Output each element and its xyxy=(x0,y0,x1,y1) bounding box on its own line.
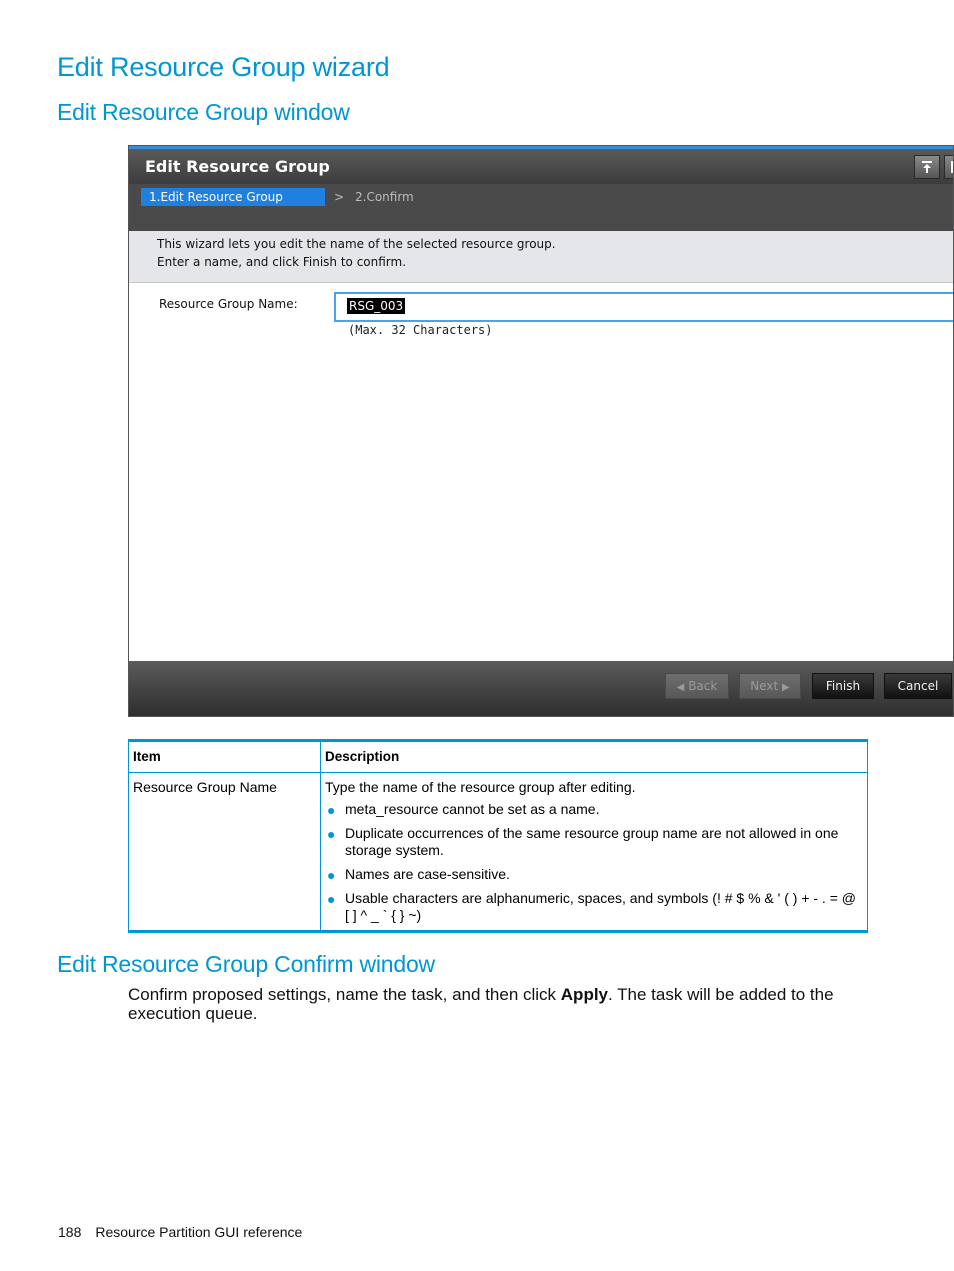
instruction-line-1: This wizard lets you edit the name of the selected resource group. xyxy=(157,237,556,251)
list-item xyxy=(325,866,863,883)
page-title: Edit Resource Group wizard xyxy=(57,52,390,82)
wizard-instructions xyxy=(129,231,953,283)
confirm-paragraph xyxy=(128,985,858,1023)
page-number: 188 xyxy=(58,1224,82,1240)
back-button[interactable] xyxy=(665,673,729,699)
bullet-icon: ● xyxy=(327,826,336,842)
dialog-titlebar xyxy=(129,146,953,184)
table-header-item: Item xyxy=(129,741,321,773)
list-item xyxy=(325,890,863,924)
confirm-text-after: . The task will be added to the execution queue. xyxy=(128,985,834,1023)
bullet-icon: ● xyxy=(327,867,336,883)
dialog-title: Edit Resource Group xyxy=(145,157,330,176)
section-heading-window: Edit Resource Group window xyxy=(57,99,350,125)
resource-group-name-label: Resource Group Name: xyxy=(159,297,298,311)
description-text: Type the name of the resource group after editing. xyxy=(325,779,636,795)
bullet-text: Names are case-sensitive. xyxy=(345,866,510,882)
bullet-text: meta_resource cannot be set as a name. xyxy=(345,801,600,817)
instruction-line-2: Enter a name, and click Finish to confirm. xyxy=(157,255,407,269)
finish-button[interactable]: Finish xyxy=(812,673,874,699)
bullet-text: Duplicate occurrences of the same resource group name are not allowed in one storage system. xyxy=(345,825,839,858)
chevron-left-icon: ◀ xyxy=(676,682,685,693)
window-icon[interactable] xyxy=(944,155,954,179)
table-cell-description xyxy=(321,773,868,932)
dialog-footer xyxy=(129,661,953,716)
table-row xyxy=(129,773,868,932)
cancel-button[interactable]: Cancel xyxy=(884,673,952,699)
bullet-icon: ● xyxy=(327,891,336,907)
apply-keyword: Apply xyxy=(560,985,609,1004)
section-heading-confirm: Edit Resource Group Confirm window xyxy=(57,951,435,977)
table-cell-item: Resource Group Name xyxy=(129,773,321,932)
bullet-text: Usable characters are alphanumeric, spaces, and symbols (! # $ % & ' ( ) + - . = @ [ ] ^ _ ` { } ~) xyxy=(345,890,856,923)
pin-icon[interactable] xyxy=(914,155,940,179)
item-description-table xyxy=(128,739,868,933)
page-footer xyxy=(58,1224,302,1240)
bullet-icon: ● xyxy=(327,802,336,818)
table-header-row xyxy=(129,741,868,773)
list-item xyxy=(325,825,863,859)
table-header-description: Description xyxy=(321,741,868,773)
chevron-right-icon: ▶ xyxy=(782,682,790,693)
step-confirm: 2.Confirm xyxy=(355,190,414,204)
resource-group-name-input[interactable] xyxy=(334,292,954,322)
next-button-label: Next xyxy=(750,679,779,693)
edit-resource-group-dialog-screenshot xyxy=(128,145,954,717)
footer-section-title: Resource Partition GUI reference xyxy=(95,1224,303,1240)
resource-group-name-value: RSG_003 xyxy=(349,299,404,313)
back-button-label: Back xyxy=(688,679,718,693)
step-edit-resource-group: 1.Edit Resource Group xyxy=(141,188,325,206)
wizard-steps xyxy=(129,184,953,231)
step-separator: > xyxy=(334,190,345,204)
confirm-text-before: Confirm proposed settings, name the task, and then click xyxy=(128,985,561,1004)
max-characters-hint: (Max. 32 Characters) xyxy=(348,323,493,337)
next-button[interactable] xyxy=(739,673,801,699)
description-bullets xyxy=(325,801,863,924)
list-item xyxy=(325,801,863,818)
